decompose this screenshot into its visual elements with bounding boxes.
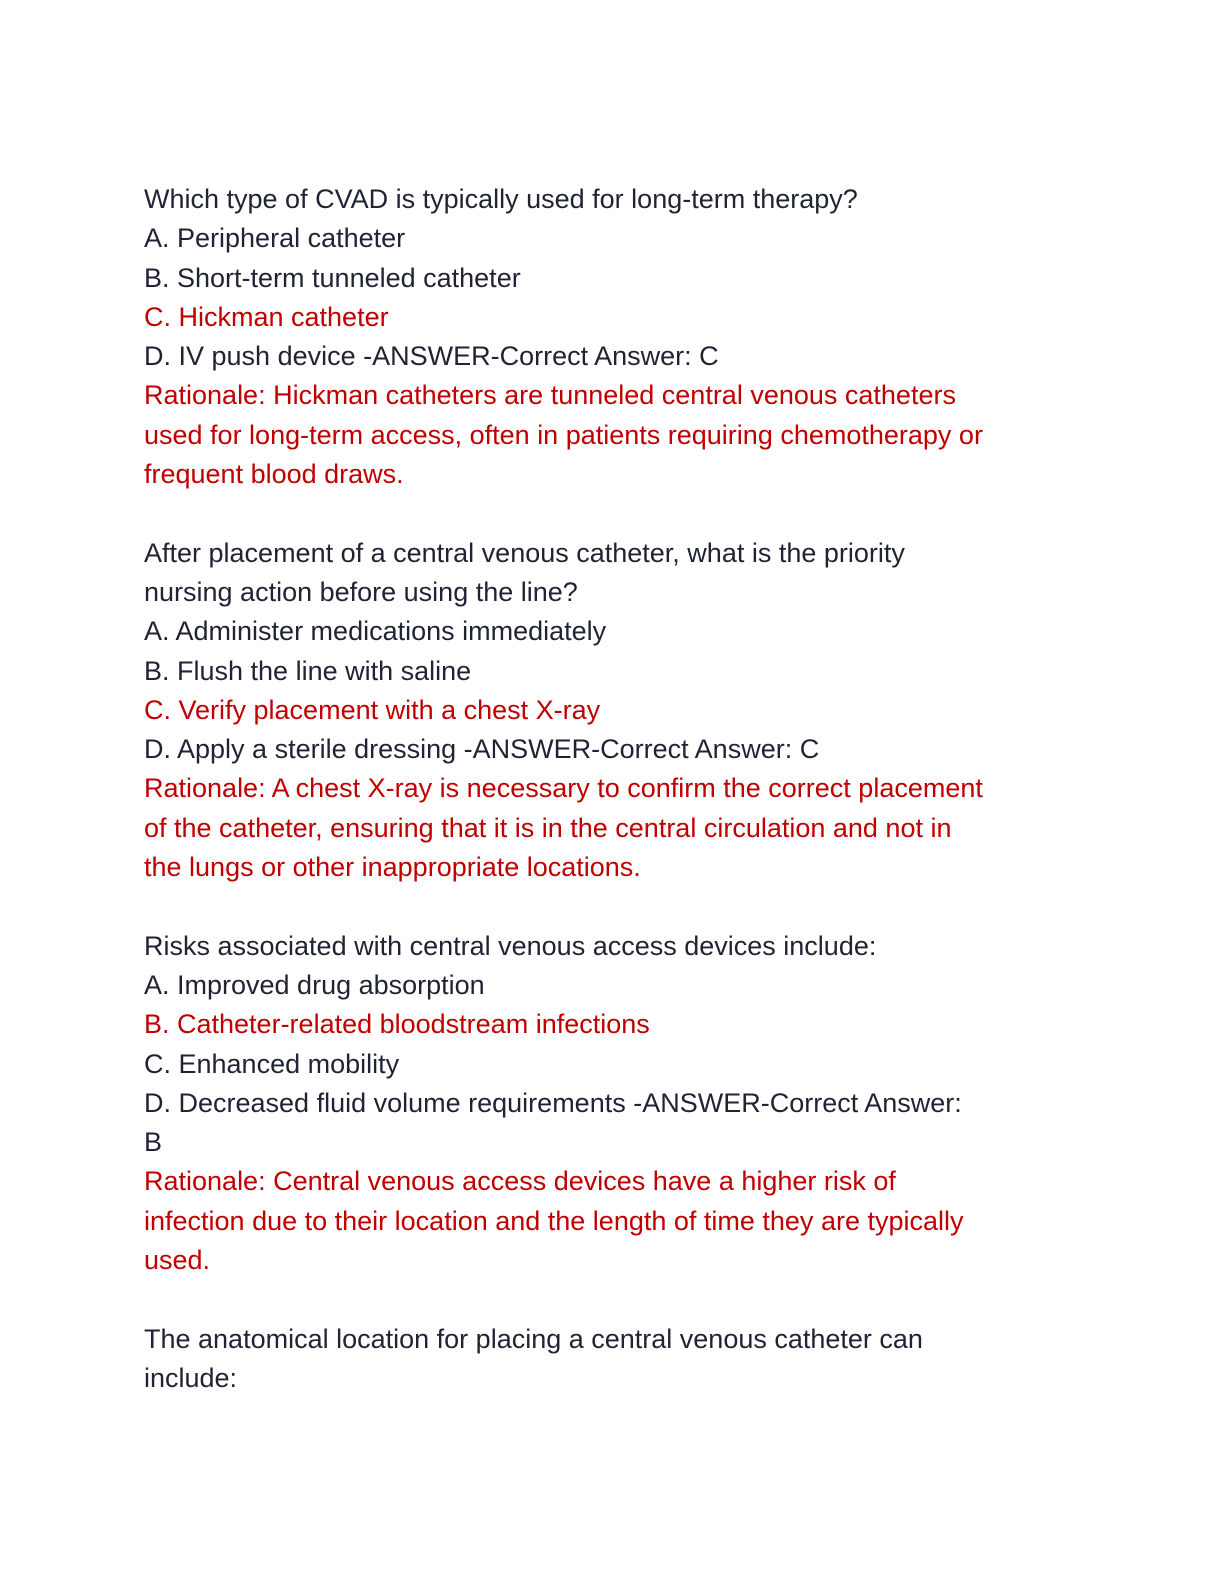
option-b: B. Short-term tunneled catheter — [144, 262, 521, 293]
option-d-answer: D. Apply a sterile dressing -ANSWER-Correct Answer: C — [144, 734, 820, 765]
rationale-line: Rationale: A chest X-ray is necessary to confirm the correct placement — [144, 773, 983, 804]
option-d-answer: D. IV push device -ANSWER-Correct Answer: C — [144, 341, 719, 372]
question-block-4 — [144, 1320, 1084, 1399]
rationale-line: used. — [144, 1245, 211, 1276]
rationale-line: Rationale: Hickman catheters are tunneled central venous catheters — [144, 380, 956, 411]
option-b: B. Flush the line with saline — [144, 655, 472, 686]
paragraph-spacer — [144, 494, 1084, 533]
question-block-1 — [144, 180, 1084, 494]
paragraph-spacer — [144, 1280, 1084, 1319]
question-block-3 — [144, 927, 1084, 1281]
rationale-line: infection due to their location and the length of time they are typically — [144, 1205, 964, 1236]
question-text: Risks associated with central venous access devices include: — [144, 930, 877, 961]
option-c: C. Enhanced mobility — [144, 1048, 400, 1079]
rationale-line: frequent blood draws. — [144, 459, 404, 490]
question-text: Which type of CVAD is typically used for long-term therapy? — [144, 184, 858, 214]
rationale-line: used for long-term access, often in patients requiring chemotherapy or — [144, 419, 983, 450]
question-text: include: — [144, 1362, 238, 1393]
rationale-line: of the catheter, ensuring that it is in the central circulation and not in — [144, 812, 952, 843]
question-block-2 — [144, 534, 1084, 888]
option-b-correct: B. Catheter-related bloodstream infections — [144, 1009, 650, 1040]
option-a: A. Administer medications immediately — [144, 616, 607, 647]
option-c-correct: C. Verify placement with a chest X-ray — [144, 694, 601, 725]
question-text: After placement of a central venous catheter, what is the priority — [144, 537, 905, 568]
option-c-correct: C. Hickman catheter — [144, 301, 389, 332]
question-text: nursing action before using the line? — [144, 576, 578, 607]
answer-letter: B — [144, 1127, 163, 1158]
option-a: A. Peripheral catheter — [144, 223, 406, 254]
question-text: The anatomical location for placing a central venous catheter can — [144, 1323, 923, 1354]
rationale-line: the lungs or other inappropriate locations. — [144, 852, 641, 883]
option-a: A. Improved drug absorption — [144, 969, 485, 1000]
paragraph-spacer — [144, 887, 1084, 926]
document-page — [144, 180, 1084, 1398]
option-d-answer: D. Decreased fluid volume requirements -ANSWER-Correct Answer: — [144, 1087, 962, 1118]
rationale-line: Rationale: Central venous access devices have a higher risk of — [144, 1166, 896, 1197]
